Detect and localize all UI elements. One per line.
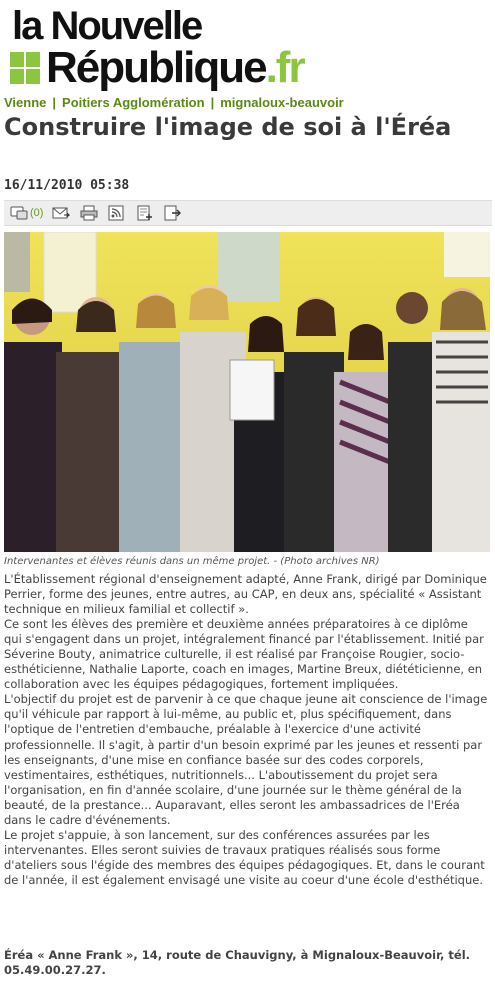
article-paragraph-3: L'objectif du projet est de parvenir à ce que chaque jeune ait conscience de l'image qu'il véhicule par rapport à lui-même, au public et, plus spécifiquement, dans l'optique de l'entretien d'embauche, préalable à l'exercice d'une activité professionnelle. Il s'agit, à partir d'un besoin exprimé par les jeunes et ressenti par les enseignants, d'une mise en confiance basée sur des codes corporels, vestimentaires, esthétiques, nutritionnels... L'aboutissement du projet sera l'organisation, en fin d'année scolaire, d'une journée sur le thème général de la beauté, de la prestance... Auparavant, elles seront les ambassadrices de l'Eréa dans le cadre d'événements. bbox=[4, 692, 488, 827]
logo-tld: .fr bbox=[265, 43, 304, 92]
logo-line2 bbox=[46, 43, 304, 92]
article-photo bbox=[4, 232, 490, 552]
article-title: Construire l'image de soi à l'Éréa bbox=[4, 113, 452, 141]
group-photo-image bbox=[4, 232, 490, 552]
breadcrumb-separator: | bbox=[210, 95, 215, 110]
breadcrumb-separator: | bbox=[52, 95, 57, 110]
comment-count: (0) bbox=[30, 207, 44, 219]
print-icon bbox=[80, 205, 98, 221]
comment-icon bbox=[10, 205, 28, 221]
comments-button[interactable] bbox=[10, 205, 43, 221]
add-icon bbox=[136, 205, 154, 221]
article-body bbox=[4, 572, 488, 888]
article-paragraph-4: Le projet s'appuie, à son lancement, sur des conférences assurées par les intervenantes. Elles seront suivies de travaux pratiques réalisés sous forme d'ateliers sous l'égide des membres des équipes pédagogiques. Et, dans le courant de l'année, il est également envisagé une visite au coeur d'une école d'esthétique. bbox=[4, 827, 485, 887]
breadcrumb-item-mignaloux[interactable]: mignaloux-beauvoir bbox=[220, 95, 344, 110]
logo-squares-icon bbox=[10, 52, 40, 84]
article-toolbar bbox=[4, 200, 492, 226]
rss-button[interactable] bbox=[108, 205, 124, 221]
article-address: Éréa « Anne Frank », 14, route de Chauvigny, à Mignaloux-Beauvoir, tél. 05.49.00.27.27. bbox=[4, 948, 471, 977]
breadcrumb-item-poitiers[interactable]: Poitiers Agglomération bbox=[62, 95, 205, 110]
photo-caption: Intervenantes et élèves réunis dans un même projet. - (Photo archives NR) bbox=[4, 556, 380, 567]
share-button[interactable] bbox=[164, 205, 182, 221]
breadcrumb-item-vienne[interactable]: Vienne bbox=[4, 95, 47, 110]
email-icon bbox=[52, 205, 70, 221]
logo-line1: la Nouvelle bbox=[12, 4, 202, 48]
site-logo[interactable] bbox=[8, 4, 348, 92]
breadcrumb bbox=[4, 95, 344, 110]
add-button[interactable] bbox=[136, 205, 154, 221]
article-paragraph-2: Ce sont les élèves des première et deuxième années préparatoires à ce diplôme qui s'engagent dans un projet, intégralement financé par l'établissement. Initié par Séverine Bouty, animatrice culturelle, il est réalisé par Françoise Rougier, socio-esthéticienne, Nathalie Laporte, coach en images, Martine Breux, diététicienne, en collaboration avec les équipes pédagogiques, fortement impliquées. bbox=[4, 617, 484, 692]
share-icon bbox=[164, 205, 182, 221]
rss-icon bbox=[108, 205, 124, 221]
article-date: 16/11/2010 05:38 bbox=[4, 178, 130, 193]
logo-name: République bbox=[46, 43, 266, 92]
print-button[interactable] bbox=[80, 205, 98, 221]
article-paragraph-1: L'Établissement régional d'enseignement adapté, Anne Frank, dirigé par Dominique Perrier, forme des jeunes, entre autres, au CAP, en deux ans, spécialité « Assistant technique en milieux familial et collectif ». bbox=[4, 572, 487, 617]
email-button[interactable] bbox=[52, 205, 70, 221]
